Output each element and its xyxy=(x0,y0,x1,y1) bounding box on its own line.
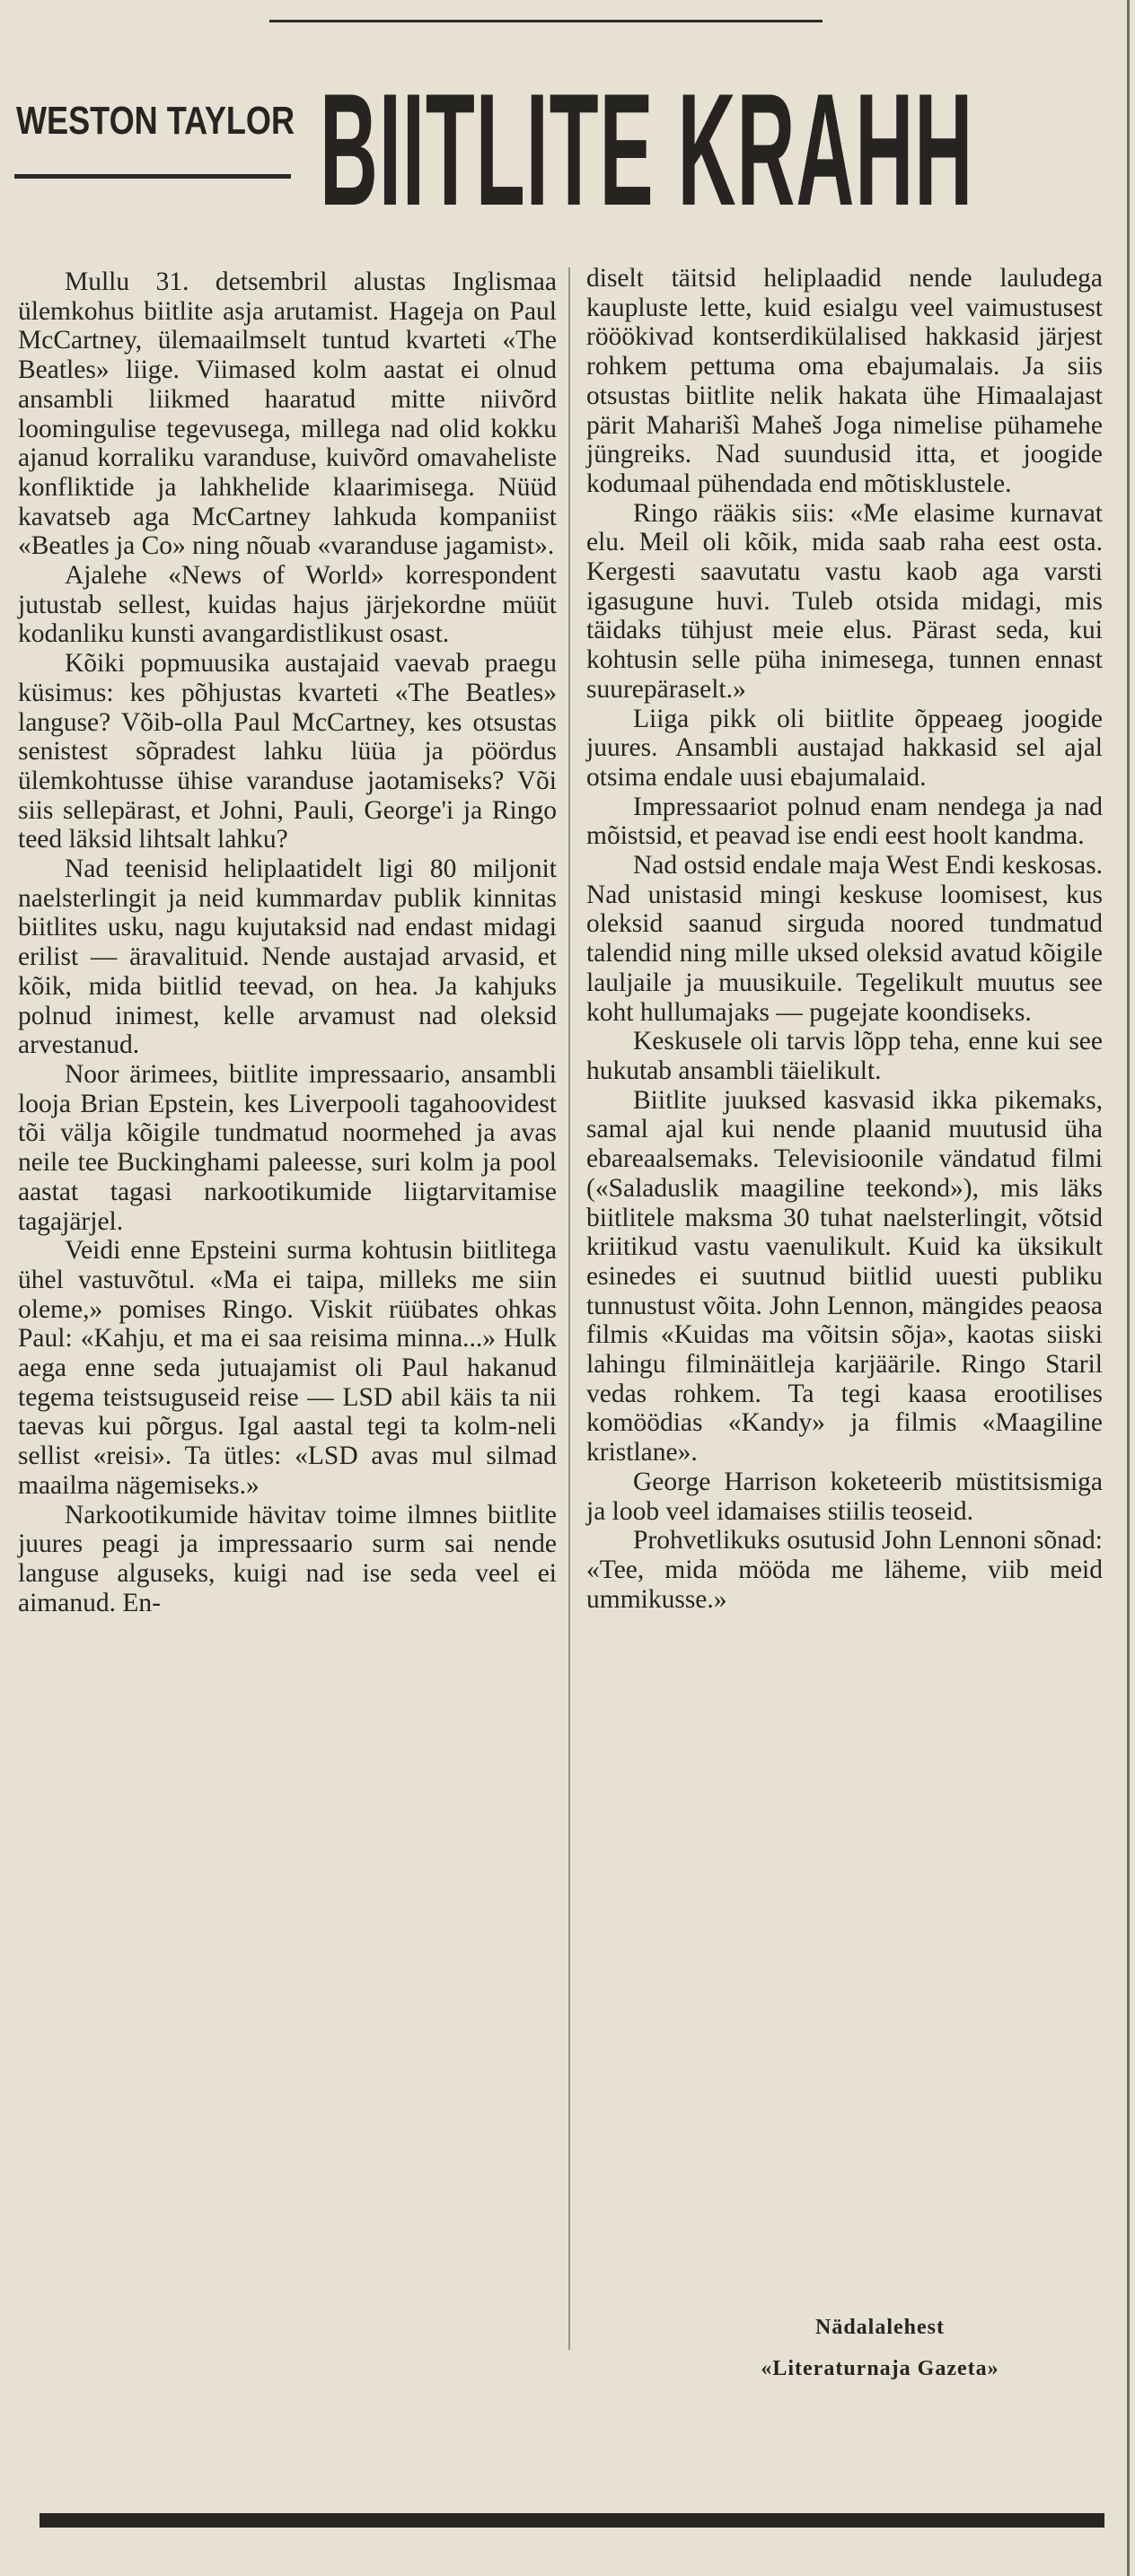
source-credit-line: Nädalalehest xyxy=(815,2316,945,2339)
paragraph: Biitlite juuksed kasvasid ikka pikemaks, samal ajal kui nende plaanid muutusid üha ebareaalsemaks. Televisioonile vändatud filmi («Saladuslik maagiline teekond»), mis läks biitlitele maksma 30 tuhat naelsterlingit, võtsid kriitikud vastu vaenulikult. Kuid ka üksikult esinedes ei suutnud biitlid uuesti publiku tunnustust võita. John Lennon, mängides peaosa filmis «Kuidas ma võitsin sõja», kaotas siiski lahingu filminäitleja karjäärile. Ringo Staril vedas rohkem. Ta tegi kaasa erootilises komöödias «Kandy» ja filmis «Maagiline kristlane». xyxy=(586,1085,1103,1468)
article-column-left xyxy=(18,267,557,1617)
paragraph: Keskusele oli tarvis lõpp teha, enne kui see hukutab ansambli täielikult. xyxy=(586,1027,1103,1085)
column-divider xyxy=(568,267,570,2350)
paragraph: Liiga pikk oli biitlite õppeaeg joogide juures. Ansambli austajad hakkasid sel ajal otsima endale uusi ebajumalaid. xyxy=(586,704,1103,792)
paragraph: Noor ärimees, biitlite impressaario, ansambli looja Brian Epstein, kes Liverpooli tagahoovidest tõi välja kõigile tundmatud noormehed ja avas neile tee Buckinghami paleesse, suri kolm ja pool aastat tagasi narkootikumide liigtarvitamise tagajärjel. xyxy=(18,1059,557,1236)
paragraph: Mullu 31. detsembril alustas Inglismaa ülemkohus biitlite asja arutamist. Hageja on Paul McCartney, ülemaailmselt tuntud kvarteti «The Beatles» liige. Viimased kolm aastat ei olnud ansambli liikmed haaratud mitte niivõrd loomingulise tegevusega, millega nad olid kokku ajanud korraliku varanduse, kuivõrd omavaheliste konfliktide ja lahkhelide klaarimisega. Nüüd kavatseb aga McCartney lahkuda kompaniist «Beatles ja Co» ning nõuab «varanduse jagamist». xyxy=(18,267,557,561)
source-credit-publication: «Literaturnaja Gazeta» xyxy=(761,2357,999,2380)
paragraph: Narkootikumide hävitav toime ilmnes biitlite juures peagi ja impressaario surm sai nende languse alguseks, kuigi nad ise seda veel ei aimanud. En- xyxy=(18,1500,557,1617)
top-rule xyxy=(269,20,823,22)
headline: BIITLITE KRAHH xyxy=(320,60,974,239)
paragraph: Ajalehe «News of World» korrespondent jutustab sellest, kuidas hajus järjekordne müüt kodanliku kunsti avangardistlikust osast. xyxy=(18,561,557,649)
paragraph: Nad teenisid heliplaatidelt ligi 80 miljonit naelsterlingit ja neid kummardav publik kinnitas biitlites usku, nagu kujutaksid nad endast midagi erilist — äravalituid. Nende austajad arvasid, et kõik, mida biitlid teevad, on hea. Ja kahjuks polnud inimest, kelle arvamust nad oleksid arvestanud. xyxy=(18,854,557,1060)
paragraph: Prohvetlikuks osutusid John Lennoni sõnad: «Tee, mida mööda me läheme, viib meid ummikusse.» xyxy=(586,1526,1103,1614)
page-edge-rule xyxy=(1127,0,1130,2576)
paragraph: Nad ostsid endale maja West Endi keskosas. Nad unistasid mingi keskuse loomisest, kus oleksid saanud sirguda noored tundmatud talendid ning mille uksed oleksid avatud kõigile lauljaile ja muusikuile. Tegelikult muutus see koht hullumajaks — pugejate koondiseks. xyxy=(586,851,1103,1027)
paragraph: Ringo rääkis siis: «Me elasime kurnavat elu. Meil oli kõik, mida saab raha eest osta. Kergesti saavutatu vastu kaob aga varsti igasugune huvi. Tuleb otsida midagi, mis täidaks tühjust meie elus. Pärast seda, kui kohtusin selle püha inimesega, tunnen ennast suurepäraselt.» xyxy=(586,498,1103,704)
source-credit xyxy=(700,2307,1060,2389)
byline-rule xyxy=(14,174,291,179)
paragraph: Veidi enne Epsteini surma kohtusin biitlitega ühel vastuvõtul. «Ma ei taipa, milleks me siin oleme,» pomises Ringo. Viskit rüübates ohkas Paul: «Kahju, et ma ei saa reisima minna...» Hulk aega enne seda jutuajamist oli Paul hakanud tegema teistsuguseid reise — LSD abil käis ta nii taevas kui põrgus. Igal aastal tegi ta kolm-neli sellist «reisi». Ta ütles: «LSD avas mul silmad maailma nägemiseks.» xyxy=(18,1236,557,1500)
article-column-right xyxy=(586,264,1103,1614)
paragraph: diselt täitsid heliplaadid nende lauludega kaupluste lette, kuid esialgu veel vaimustusest rööökivad kontserdikülalised hakkasid järjest rohkem pettuma oma ebajumalais. Ja siis otsustas biitlite nelik hakata ühe Himaalajast pärit Maharišì Maheš Joga nimelise pühamehe jüngreiks. Nad suundusid itta, et joogide kodumaal pühendada end mõtisklustele. xyxy=(586,264,1103,498)
bottom-rule xyxy=(40,2513,1104,2528)
paragraph: Impressaariot polnud enam nendega ja nad mõistsid, et peavad ise endi eest hoolt kandma. xyxy=(586,792,1103,851)
paragraph: Kõiki popmuusika austajaid vaevab praegu küsimus: kes põhjustas kvarteti «The Beatles» languse? Võib-olla Paul McCartney, kes otsustas senistest sõpradest lahku lüüa ja pöördus ülemkohtusse ühise varanduse jaotamiseks? Või siis sellepärast, et Johni, Pauli, George'i ja Ringo teed läksid lihtsalt lahku? xyxy=(18,649,557,854)
paragraph: George Harrison koketeerib müstitsismiga ja loob veel idamaises stiilis teoseid. xyxy=(586,1467,1103,1526)
author-byline: WESTON TAYLOR xyxy=(16,99,295,143)
